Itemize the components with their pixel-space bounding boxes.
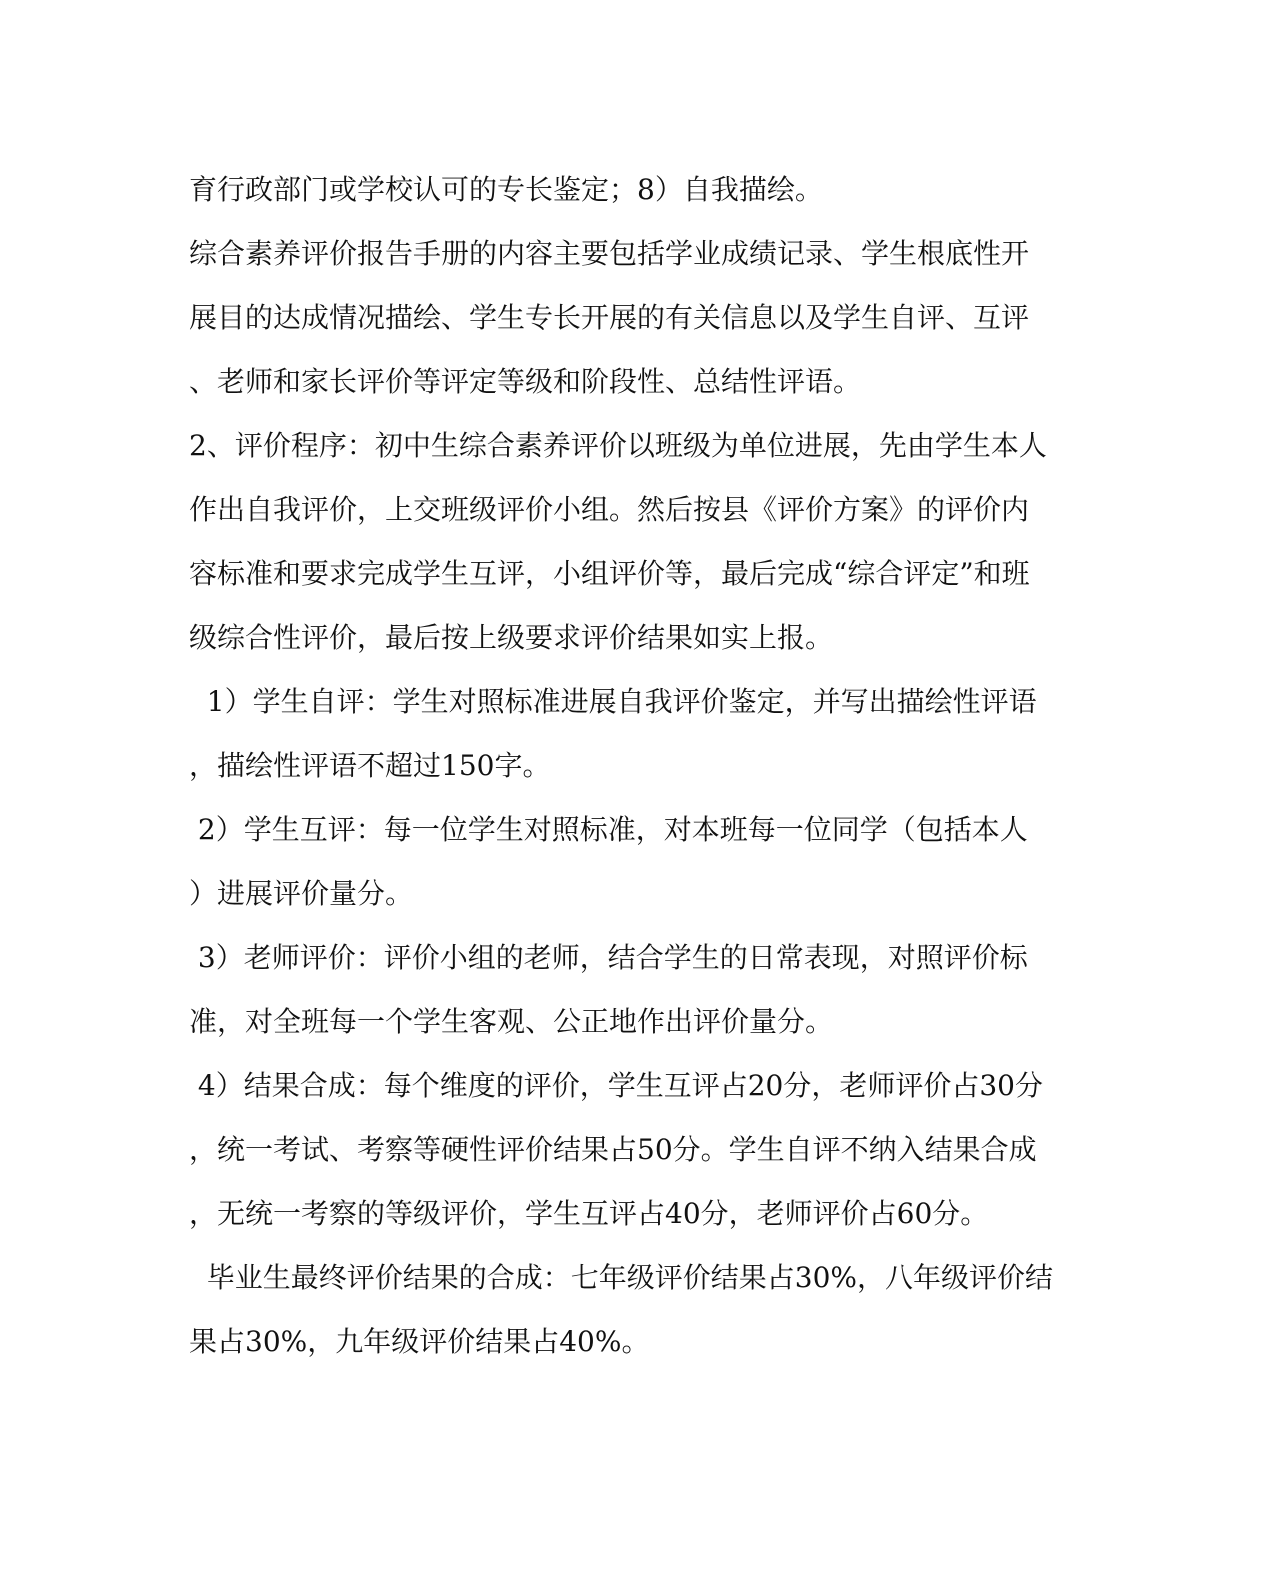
- text-line: 作出自我评价，上交班级评价小组。然后按县《评价方案》的评价内: [189, 493, 1030, 526]
- text-line: 级综合性评价，最后按上级要求评价结果如实上报。: [189, 621, 834, 654]
- text-line: 综合素养评价报告手册的内容主要包括学业成绩记录、学生根底性开: [189, 237, 1030, 270]
- text-line: 容标准和要求完成学生互评，小组评价等，最后完成“综合评定”和班: [189, 557, 1030, 590]
- text-line: ）进展评价量分。: [189, 877, 414, 910]
- text-line: 、老师和家长评价等评定等级和阶段性、总结性评语。: [189, 365, 862, 398]
- text-line: 展目的达成情况描绘、学生专长开展的有关信息以及学生自评、互评: [189, 301, 1030, 334]
- text-line: ，描绘性评语不超过150字。: [189, 749, 551, 782]
- text-line: ，统一考试、考察等硬性评价结果占50分。学生自评不纳入结果合成: [189, 1133, 1037, 1166]
- text-line: 果占30%，九年级评价结果占40%。: [189, 1325, 650, 1358]
- text-line: 1）学生自评：学生对照标准进展自我评价鉴定，并写出描绘性评语: [189, 685, 1037, 718]
- text-line: 毕业生最终评价结果的合成：七年级评价结果占30%，八年级评价结: [189, 1261, 1054, 1294]
- text-line: 育行政部门或学校认可的专长鉴定；8）自我描绘。: [189, 173, 823, 206]
- text-line: 准，对全班每一个学生客观、公正地作出评价量分。: [189, 1005, 834, 1038]
- text-line: 3）老师评价：评价小组的老师，结合学生的日常表现，对照评价标: [189, 941, 1028, 974]
- text-line: ，无统一考察的等级评价，学生互评占40分，老师评价占60分。: [189, 1197, 989, 1230]
- text-line: 2、评价程序：初中生综合素养评价以班级为单位进展，先由学生本人: [189, 429, 1047, 462]
- text-line: 2）学生互评：每一位学生对照标准，对本班每一位同学（包括本人: [189, 813, 1028, 846]
- text-line: 4）结果合成：每个维度的评价，学生互评占20分，老师评价占30分: [189, 1069, 1043, 1102]
